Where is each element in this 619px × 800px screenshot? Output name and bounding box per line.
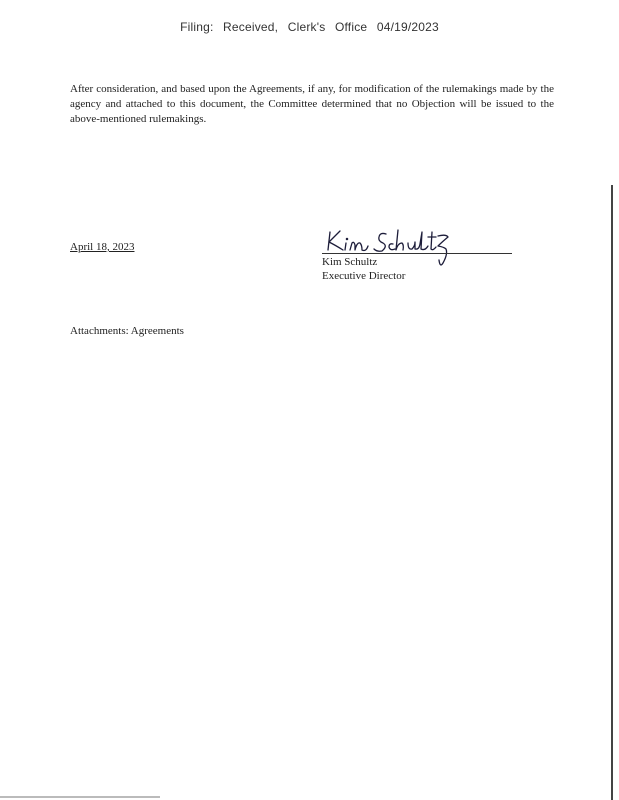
scan-bottom-mark — [0, 796, 160, 798]
attachments-note: Attachments: Agreements — [70, 325, 184, 337]
signer-title: Executive Director — [322, 270, 406, 282]
signer-name: Kim Schultz — [322, 256, 378, 268]
signature-date: April 18, 2023 — [70, 241, 135, 253]
filing-stamp: Filing: Received, Clerk's Office 04/19/2023 — [180, 20, 439, 34]
body-paragraph: After consideration, and based upon the Agreements, if any, for modification of the rulemakings made by the agency and attached to this document, the Committee determined that no Objection will be issued to the above-mentioned rulemakings. — [70, 83, 554, 125]
signature-line — [322, 253, 512, 254]
scan-edge-line — [611, 185, 613, 800]
